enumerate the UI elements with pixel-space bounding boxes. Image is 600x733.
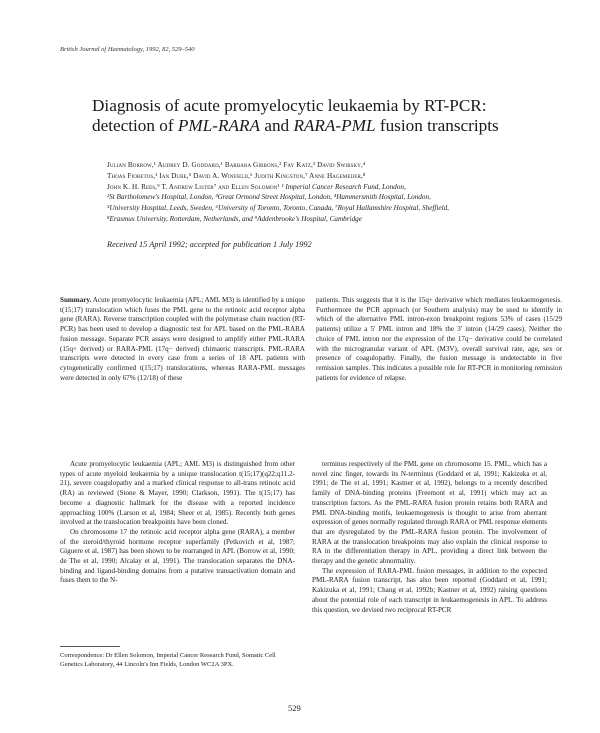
affiliation-line: ¹ Imperial Cancer Research Fund, London, bbox=[281, 182, 406, 191]
body-paragraph: terminus respectively of the PML gene on chromosome 15. PML, which has a novel zinc finger, towards its N-terminus (Goddard et al, 1991; Kakizuka et al, 1991; de The et al, 1991; Kastner et al, 1992), belongs to a recently described family of DNA-binding proteins (Freemont et al, 1991) which may act as transcription factors. As the PML-RARA fusion protein retains both RARA and PML DNA-binding motifs, leukaemogenesis is thought to arise from aberrant expression of genes normally regulated through RARA or PML response elements that are dysregulated by the PML-RARA fusion protein. The involvement of RARA at the translocation breakpoints may also explain the clinical response to RA in the differentiation therapy in APL, providing a direct link between the therapy and the genetic abnormality. bbox=[312, 460, 547, 566]
abstract-label: Summary. bbox=[60, 296, 92, 304]
abstract-left-column bbox=[60, 296, 305, 383]
page-number: 529 bbox=[288, 703, 301, 713]
footnote-rule bbox=[60, 646, 120, 647]
title-line-2 bbox=[92, 116, 552, 136]
title-text-c: and bbox=[260, 116, 294, 135]
body-paragraph: Acute promyelocytic leukaemia (APL; AML M3) is distinguished from other types of acute myeloid leukaemia by a unique translocation t(15;17)(q22;q11.2-21), severe coagulopathy and a marked clinical response to all-trans retinoic acid (RA) as reviewed (Stone & Mayer, 1990; Clarkson, 1991). The t(15;17) has become a diagnostic hallmark for the disease with a reported incidence approaching 100% (Larson et al, 1984; Sheer et al, 1985). Recently both genes involved at the translocation breakpoints have been cloned. bbox=[60, 460, 295, 527]
author-line: Thoas Fioretos,¹ Ian Dube,⁵ David A. Winfield,⁶ Judith Kingston,⁷ Anne Hagemeijer,⁸ bbox=[107, 171, 366, 180]
body-paragraph: On chromosome 17 the retinoic acid receptor alpha gene (RARA), a member of the steroid/thyroid hormone receptor superfamily (Petkovich et al, 1987; Giguere et al, 1987) has been shown to be rearranged in APL (Borrow et al, 1990; de The et al, 1990; Alcalay et al, 1991). The translocation separates the DNA-binding and ligand-binding domains from a putative transactivation domain and fuses them to the N- bbox=[60, 527, 295, 585]
author-names: John K. H. Rees,⁹ T. Andrew Lister⁷ and Ellen Solomon¹ bbox=[107, 182, 280, 191]
author-block bbox=[107, 160, 555, 225]
body-right-column bbox=[312, 460, 547, 615]
title-text-e: fusion transcripts bbox=[375, 116, 499, 135]
title-text-a: detection of bbox=[92, 116, 178, 135]
affiliation-line: ⁵University Hospital, Leeds, Sweden, ⁶University of Toronto, Toronto, Canada, ⁷Royal Hallamshire Hospital, Sheffield, bbox=[107, 204, 449, 213]
title-gene-rara-pml: RARA-PML bbox=[293, 116, 376, 135]
article-title bbox=[92, 96, 552, 136]
affiliation-line: ⁸Erasmus University, Rotterdam, Netherlands, and ⁹Addenbrooke's Hospital, Cambridge bbox=[107, 214, 362, 223]
title-gene-pml-rara: PML-RARA bbox=[177, 116, 261, 135]
title-line-1: Diagnosis of acute promyelocytic leukaemia by RT-PCR: bbox=[92, 96, 487, 115]
author-line: Julian Borrow,¹ Audrey D. Goddard,¹ Barbara Gibbons,² Fay Katz,³ David Swirsky,⁴ bbox=[107, 161, 366, 169]
correspondence-note: Correspondence: Dr Ellen Solomon, Imperial Cancer Research Fund, Somatic Cell Genetics Laboratory, 44 Lincoln's Inn Fields, London WC2A 3PX. bbox=[60, 652, 276, 668]
abstract-text-left: Acute promyelocytic leukaemia (APL; AML M3) is identified by a unique t(15;17) translocation which fuses the PML gene to the retinoic acid receptor alpha gene (RARA). Reverse transcription coupled with the polymerase chain reaction (RT-PCR) has been used to develop a diagnostic test for APL based on the PML-RARA fusion message. Separate PCR assays were designed to amplify either PML-RARA (15q+ derived) or RARA-PML (17q− derived) chimaeric transcripts. PML-RARA transcripts were detected in every case from a series of 18 APL patients with cytogenetically confirmed t(15;17) translocations, whereas RARA-PML messages were detected in only 67% (12/18) of these bbox=[60, 296, 305, 382]
affiliation-line: ²St Bartholomew's Hospital, London, ³Great Ormond Street Hospital, London, ⁴Hammersmith Hospital, London, bbox=[107, 193, 431, 202]
body-left-column bbox=[60, 460, 295, 586]
journal-citation: British Journal of Haematology, 1992, 82, 529–540 bbox=[60, 46, 195, 53]
received-date: Received 15 April 1992; accepted for publication 1 July 1992 bbox=[107, 240, 312, 249]
abstract-right-column: patients. This suggests that it is the 15q+ derivative which mediates leukaemogenesis. Furthermore the PCR approach (or Southern analysis) may be used to identify in which of the alternative PML intron-exon breakpoint regions 53% of cases (15/29 patients) utilize a 5′ PML intron and 18% the 3′ intron (14/29 cases). Neither the choice of PML intron nor the expression of the 17q− derivative could be correlated with the microgranular variant of APL (M3V), overall survival rate, age, sex or presence of coagulopathy. Finally, the fusion message is undetectable in five remission samples. This indicates a possible role for RT-PCR in monitoring remission patients for evidence of relapse. bbox=[316, 296, 562, 382]
body-paragraph: The expression of RARA-PML fusion messages, in addition to the expected PML-RARA fusion transcript, has also been reported (Goddard et al, 1991; Kakizuka et al, 1991; Chang et al, 1992b; Kastner et al, 1992) raising questions about the potential role of each transcript in leukaemogenesis in APL. To address this question, we devised two reciprocal RT-PCR bbox=[312, 566, 547, 614]
author-line bbox=[107, 182, 555, 193]
